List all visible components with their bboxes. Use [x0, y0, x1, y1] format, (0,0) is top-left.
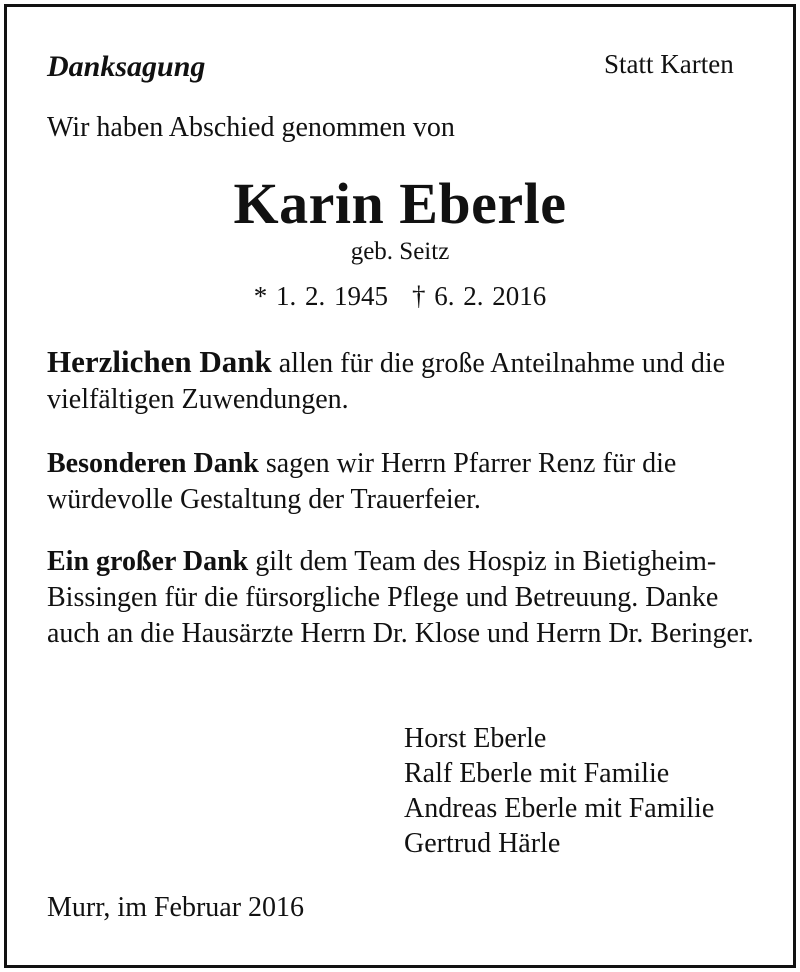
signers-list [404, 721, 714, 861]
thanks-paragraph-hospice [47, 544, 767, 652]
thanks-lead: Besonderen Dank [47, 448, 259, 479]
statt-karten-note: Statt Karten [604, 49, 734, 79]
death-date: † 6. 2. 2016 [412, 281, 547, 311]
birth-name: geb. Seitz [350, 238, 450, 265]
thanks-text: sagen wir Herrn Pfarrer Renz für die würdevolle Gestaltung der Trauerfeier. [47, 448, 677, 515]
intro-line: Wir haben Abschied genommen von [47, 112, 455, 143]
thanks-paragraph-general [47, 344, 767, 418]
life-dates [0, 281, 800, 312]
thanks-lead: Herzlichen Dank [47, 344, 272, 379]
signer: Horst Eberle [404, 723, 547, 754]
place-and-date: Murr, im Februar 2016 [47, 892, 305, 923]
signer: Ralf Eberle mit Familie [404, 758, 670, 789]
notice-heading: Danksagung [47, 50, 206, 83]
thanks-paragraph-pastor [47, 446, 767, 518]
thanks-text: gilt dem Team des Hospiz in Bietigheim-Bissingen für die fürsorgliche Pflege und Betreuung. Danke auch an die Hausärzte Herrn Dr. Klose und Herrn Dr. Beringer. [47, 546, 754, 649]
thanks-text: allen für die große Anteilnahme und die vielfältigen Zuwendungen. [47, 348, 726, 415]
deceased-name: Karin Eberle [233, 171, 567, 236]
thanks-lead: Ein großer Dank [47, 546, 249, 577]
birth-date: * 1. 2. 1945 [253, 281, 388, 311]
signer: Andreas Eberle mit Familie [404, 793, 715, 824]
signer: Gertrud Härle [404, 828, 561, 859]
